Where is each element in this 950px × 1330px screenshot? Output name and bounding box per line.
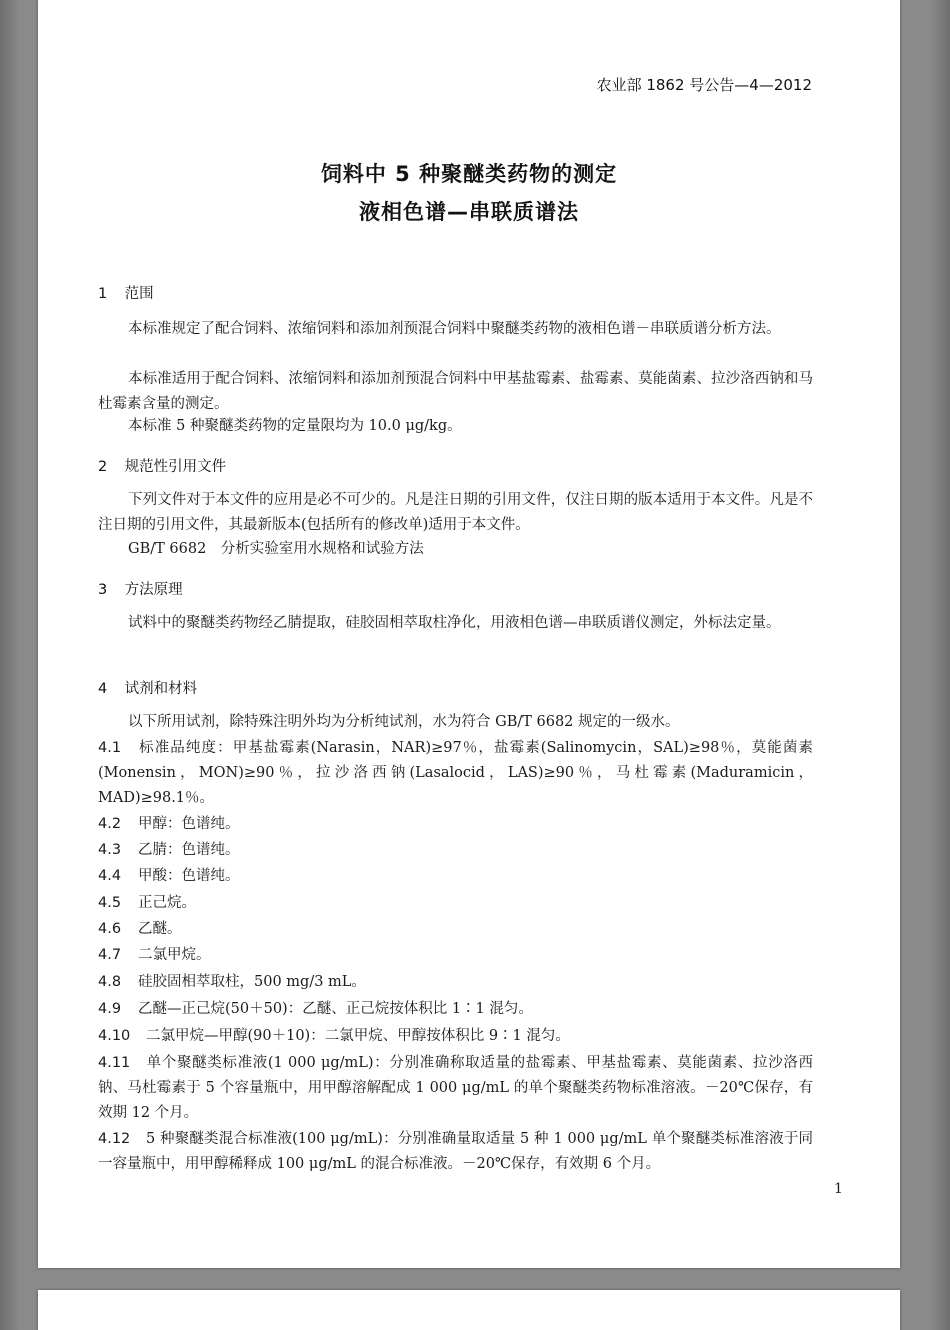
item-text: 乙醚—正己烷(50＋50)：乙醚、正己烷按体积比 1∶1 混匀。 [138, 1001, 533, 1017]
item-number: 4.6 [98, 921, 122, 937]
paragraph: 试料中的聚醚类药物经乙腈提取，硅胶固相萃取柱净化，用液相色谱—串联质谱仪测定，外标法定量。 [128, 615, 781, 631]
section-title: 规范性引用文件 [124, 459, 227, 475]
item-text: 二氯甲烷。 [138, 947, 211, 963]
item-number: 4.10 [98, 1028, 131, 1044]
item-number: 4.7 [98, 947, 122, 963]
list-item [98, 736, 813, 811]
item-number: 4.9 [98, 1001, 122, 1017]
section-number: 3 [98, 582, 108, 598]
item-text: 单个聚醚类标准液(1 000 μg/mL)：分别准确称取适量的盐霉素、甲基盐霉素、莫能菌素、拉沙洛西钠、马杜霉素于 5 个容量瓶中，用甲醇溶解配成 1 000 μg/mL 的单个聚醚类药物标准溶液。－20℃保存，有效期 12 个月。 [98, 1055, 813, 1121]
document-page [38, 0, 900, 1268]
item-text: 标准品纯度：甲基盐霉素(Narasin，NAR)≥97％，盐霉素(Salinomycin，SAL)≥98％，莫能菌素(Monensin，MON)≥90％，拉沙洛西钠(Lasalocid，LAS)≥90％，马杜霉素(Maduramicin，MAD)≥98.1％。 [98, 740, 813, 806]
item-text: 正己烷。 [138, 895, 196, 911]
list-item [98, 1127, 813, 1177]
section-number: 2 [98, 459, 108, 475]
item-text: 乙醚。 [138, 921, 182, 937]
item-number: 4.12 [98, 1131, 131, 1147]
list-item [98, 1051, 813, 1126]
list-item [98, 1024, 813, 1049]
paragraph: 本标准规定了配合饲料、浓缩饲料和添加剂预混合饲料中聚醚类药物的液相色谱－串联质谱分析方法。 [128, 321, 781, 337]
item-number: 4.4 [98, 868, 122, 884]
title-line-1: 饲料中 5 种聚醚类药物的测定 [320, 162, 618, 186]
list-item [98, 997, 813, 1022]
item-number: 4.3 [98, 842, 122, 858]
item-number: 4.11 [98, 1055, 131, 1071]
item-text: 二氯甲烷—甲醇(90＋10)：二氯甲烷、甲醇按体积比 9∶1 混匀。 [146, 1028, 570, 1044]
section-heading-1 [98, 282, 154, 303]
next-page-edge [38, 1290, 900, 1330]
page-number: 1 [834, 1181, 843, 1197]
section-title: 方法原理 [124, 582, 183, 598]
doc-number-header: 农业部 1862 号公告—4—2012 [596, 76, 812, 94]
item-text: 乙腈：色谱纯。 [138, 842, 240, 858]
section-number: 4 [98, 681, 108, 697]
item-text: 5 种聚醚类混合标准液(100 μg/mL)：分别准确量取适量 5 种 1 000 μg/mL 单个聚醚类标准溶液于同一容量瓶中，用甲醇稀释成 100 μg/mL 的混合标准液。－20℃保存，有效期 6 个月。 [98, 1131, 813, 1172]
item-text: 甲酸：色谱纯。 [138, 868, 240, 884]
section-title: 范围 [124, 286, 154, 302]
list-item [98, 838, 813, 863]
item-text: 甲醇：色谱纯。 [138, 816, 240, 832]
section-title: 试剂和材料 [124, 681, 198, 697]
section-heading-2 [98, 455, 226, 476]
list-item [98, 864, 813, 889]
paragraph: 本标准 5 种聚醚类药物的定量限均为 10.0 μg/kg。 [128, 418, 462, 434]
title-line-2: 液相色谱—串联质谱法 [359, 200, 579, 224]
list-item [98, 891, 813, 916]
list-item [98, 970, 813, 995]
paragraph: 下列文件对于本文件的应用是必不可少的。凡是注日期的引用文件，仅注日期的版本适用于本文件。凡是不注日期的引用文件，其最新版本(包括所有的修改单)适用于本文件。 [98, 492, 813, 533]
section-intro: 以下所用试剂，除特殊注明外均为分析纯试剂，水为符合 GB/T 6682 规定的一级水。 [128, 714, 680, 730]
item-text: 硅胶固相萃取柱，500 mg/3 mL。 [138, 974, 366, 990]
item-number: 4.5 [98, 895, 122, 911]
section-number: 1 [98, 286, 108, 302]
item-number: 4.1 [98, 740, 122, 756]
list-item [98, 917, 813, 942]
list-item [98, 943, 813, 968]
section-heading-4 [98, 677, 197, 698]
item-number: 4.8 [98, 974, 122, 990]
list-item [98, 812, 813, 837]
paragraph: 本标准适用于配合饲料、浓缩饲料和添加剂预混合饲料中甲基盐霉素、盐霉素、莫能菌素、拉沙洛西钠和马杜霉素含量的测定。 [98, 371, 813, 412]
normative-reference: GB/T 6682 分析实验室用水规格和试验方法 [128, 541, 424, 557]
section-heading-3 [98, 578, 183, 599]
item-number: 4.2 [98, 816, 122, 832]
